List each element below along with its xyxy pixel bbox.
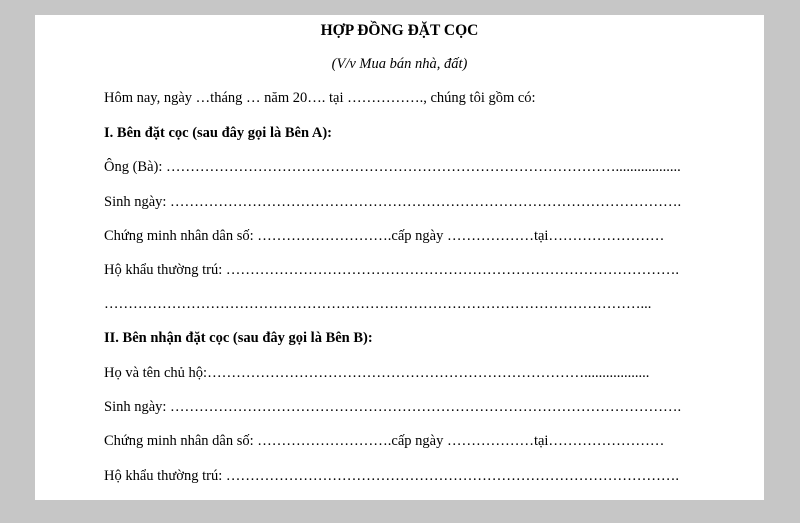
document-page — [35, 15, 764, 500]
party-a-id-line: Chứng minh nhân dân số: ……………………….cấp ngày ………………tại…………………… — [104, 228, 665, 244]
party-a-name-line: Ông (Bà): ………………………………………………………………………………….................. — [104, 159, 681, 175]
party-b-heading: II. Bên nhận đặt cọc (sau đây gọi là Bên B): — [104, 330, 373, 346]
party-b-id-line: Chứng minh nhân dân số: ……………………….cấp ngày ………………tại…………………… — [104, 433, 665, 449]
party-a-heading: I. Bên đặt cọc (sau đây gọi là Bên A): — [104, 125, 332, 141]
party-a-residence-continued: …………………………………………………………………………………………………... — [104, 296, 652, 312]
document-title: HỢP ĐỒNG ĐẶT CỌC — [320, 22, 479, 39]
party-a-birth-line: Sinh ngày: ……………………………………………………………………………………………. — [104, 194, 682, 210]
intro-line: Hôm nay, ngày …tháng … năm 20…. tại ……………., chúng tôi gồm có: — [104, 90, 536, 106]
party-b-residence-line: Hộ khẩu thường trú: …………………………………………………………………………………. — [104, 468, 679, 484]
party-a-residence-line: Hộ khẩu thường trú: …………………………………………………………………………………. — [104, 262, 679, 278]
party-b-birth-line: Sinh ngày: ……………………………………………………………………………………………. — [104, 399, 682, 415]
party-b-name-line: Họ và tên chủ hộ:…………………………………………………………………….................. — [104, 365, 650, 381]
document-subtitle: (V/v Mua bán nhà, đất) — [331, 56, 468, 72]
